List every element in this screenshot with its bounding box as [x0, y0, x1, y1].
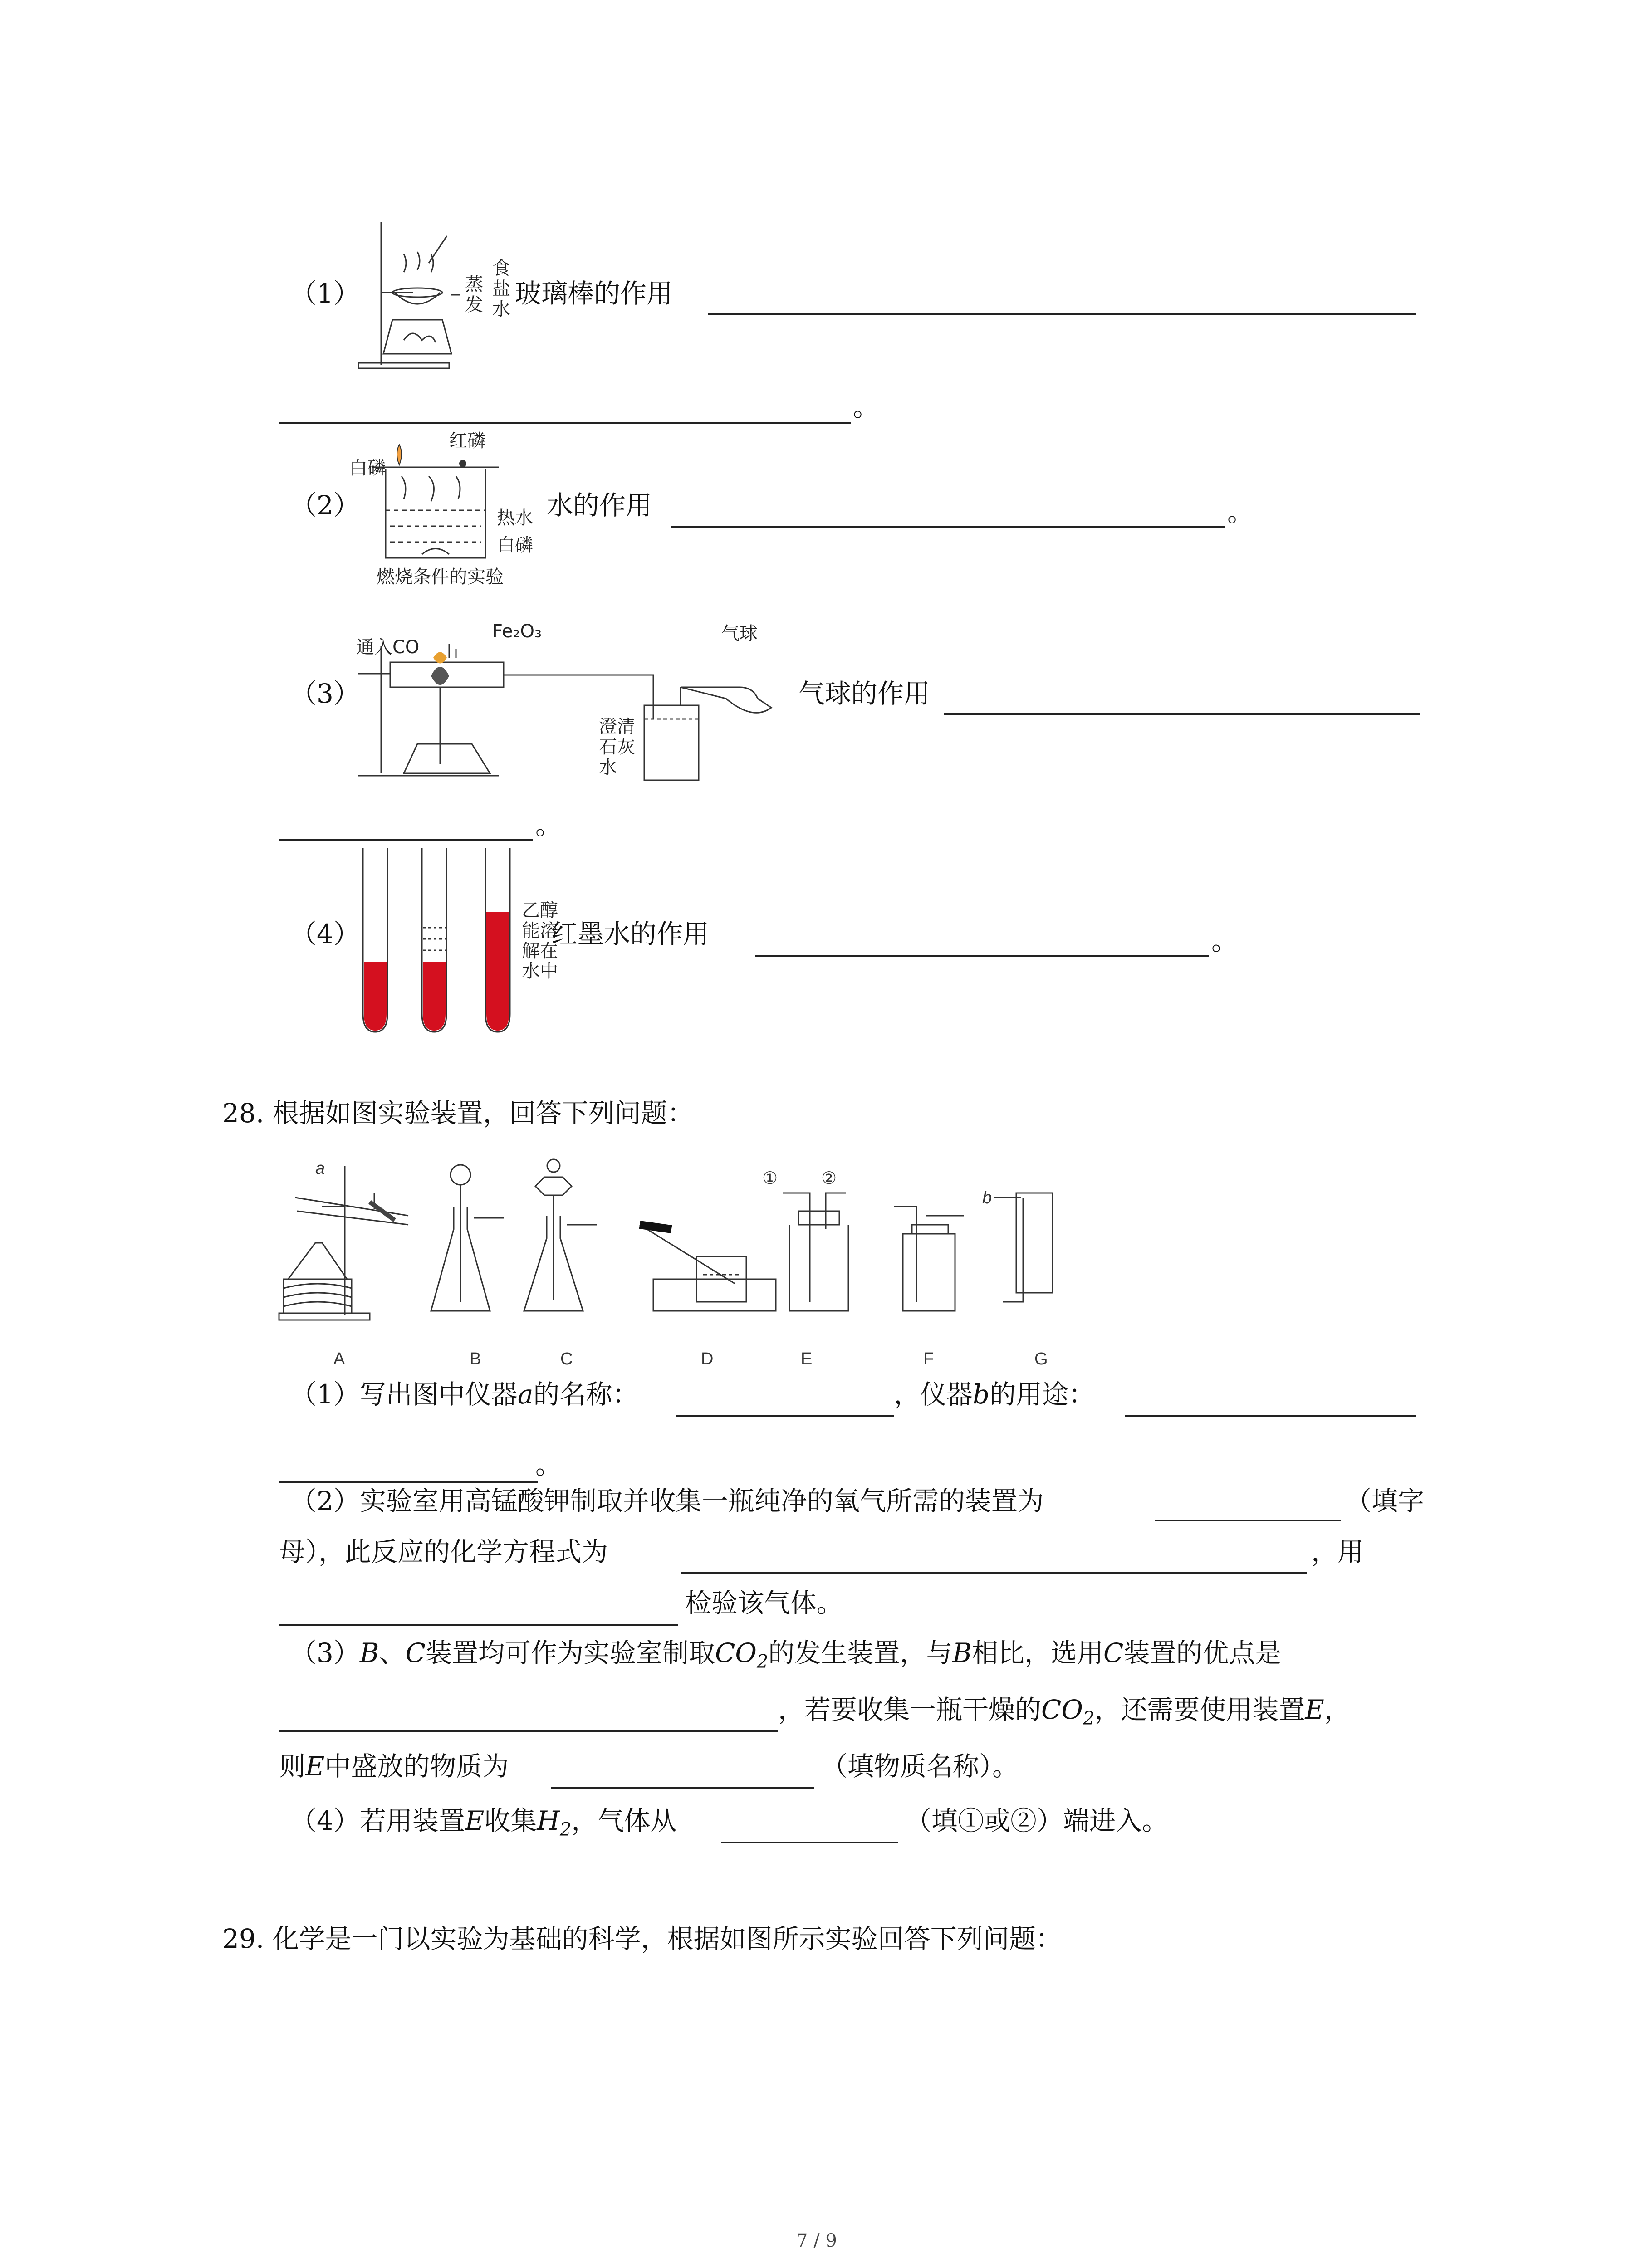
q28-s2-line3: 检验该气体。 — [685, 1588, 843, 1618]
q27-p2-end-mark: 。 — [1227, 497, 1254, 528]
q27-p2-question-text: 水的作用 — [547, 490, 652, 521]
q27-p1-end-mark: 。 — [853, 391, 880, 422]
label-ethanol-dissolves: 乙醇 能溶 解在 水中 — [522, 900, 558, 982]
q27-p3-number: （3） — [290, 678, 360, 709]
q28-s3-line2 — [778, 1696, 1351, 1728]
figure-letter-C: C — [560, 1349, 573, 1369]
q28-s3-line1 — [290, 1637, 1282, 1672]
q28-s3-text2: 的发生装置，与 — [768, 1637, 953, 1668]
q28-s3-num: （3） — [290, 1637, 360, 1668]
formula-h2: H — [537, 1805, 560, 1836]
evaporation-apparatus-figure — [349, 218, 463, 372]
q28-s1-pre: （1）写出图中仪器 — [290, 1379, 518, 1410]
q28-s1-mid2: ，仪器 — [894, 1379, 973, 1410]
q28-s2-line2-end: ，用 — [1311, 1536, 1364, 1567]
q28-s3-text6: ，还需要使用装置 — [1094, 1694, 1305, 1725]
q28-s2-line1-end: （填字 — [1345, 1486, 1425, 1516]
figure-letter-E: E — [801, 1349, 813, 1369]
q28-s3-text5: ，若要收集一瓶干燥的 — [778, 1694, 1042, 1725]
answer-line-q28-s3-a[interactable] — [279, 1730, 778, 1732]
figure-letter-D: D — [701, 1349, 714, 1369]
var-C: C — [405, 1637, 426, 1668]
q28-s4-mid: 收集 — [484, 1805, 537, 1836]
var-E-2: E — [305, 1751, 325, 1782]
figure-caption-combustion: 燃烧条件的实验 — [377, 567, 504, 587]
figure-letter-G: G — [1034, 1349, 1048, 1369]
formula-co2: CO — [715, 1637, 757, 1668]
q28-s1-post: 的用途： — [989, 1379, 1095, 1410]
q27-p4-end-mark: 。 — [1211, 925, 1238, 956]
q28-title: 28. 根据如图实验装置，回答下列问题： — [222, 1098, 694, 1129]
label-white-phosphorus-top: 白磷 — [349, 458, 386, 479]
q28-s4-mid2: ，气体从 — [571, 1805, 677, 1836]
apparatus-label-a: a — [315, 1159, 325, 1178]
q28-s2-line2: 母），此反应的化学方程式为 — [279, 1536, 608, 1567]
answer-line-q27-p1-a[interactable] — [708, 313, 1416, 315]
answer-line-q28-s4[interactable] — [721, 1842, 898, 1843]
page-number: 7 / 9 — [796, 2230, 837, 2251]
formula-co2-subscript: 2 — [756, 1651, 769, 1672]
port-label-2: ② — [821, 1169, 837, 1188]
label-co-inlet: 通入CO — [356, 637, 420, 658]
q27-p3-question-text: 气球的作用 — [798, 678, 931, 709]
answer-line-q28-s1-a[interactable] — [676, 1415, 894, 1417]
formula-co2-2: CO — [1041, 1694, 1083, 1725]
label-white-phosphorus-bottom: 白磷 — [497, 535, 533, 556]
formula-h2-subscript: 2 — [559, 1819, 572, 1840]
answer-line-q27-p3-a[interactable] — [944, 713, 1420, 715]
q28-s3-text8: 中盛放的物质为 — [324, 1751, 509, 1782]
q28-s4-post: （填①或②）端进入。 — [905, 1805, 1169, 1836]
q27-p2-number: （2） — [290, 490, 360, 521]
answer-line-q27-p1-b[interactable] — [279, 422, 851, 424]
label-balloon: 气球 — [721, 623, 758, 644]
q28-s1-end-mark: 。 — [535, 1449, 562, 1480]
answer-line-q28-s3-b[interactable] — [551, 1787, 814, 1789]
q28-s3-text4: 装置的优点是 — [1123, 1637, 1282, 1668]
q29-title: 29. 化学是一门以实验为基础的科学，根据如图所示实验回答下列问题： — [222, 1923, 1062, 1954]
var-b: b — [973, 1379, 990, 1410]
var-a: a — [517, 1379, 534, 1410]
label-hot-water: 热水 — [497, 508, 533, 528]
q28-s3-comma: ， — [1324, 1694, 1351, 1725]
var-E: E — [1305, 1694, 1324, 1725]
answer-line-q28-s2-c[interactable] — [279, 1624, 678, 1626]
var-B: B — [359, 1637, 379, 1668]
answer-line-q27-p3-b[interactable] — [279, 839, 533, 841]
answer-line-q28-s2-a[interactable] — [1155, 1520, 1341, 1521]
q28-s3-sep: 、 — [379, 1637, 406, 1668]
apparatus-label-b: b — [982, 1188, 992, 1207]
label-salt-water: 食 盐 水 — [492, 258, 510, 320]
var-B-2: B — [952, 1637, 972, 1668]
label-evaporate: 蒸 发 — [465, 274, 483, 315]
answer-line-q28-s2-b[interactable] — [681, 1572, 1307, 1574]
q28-s1-line — [290, 1381, 639, 1408]
q27-p3-end-mark: 。 — [535, 810, 562, 841]
var-E-3: E — [465, 1805, 485, 1836]
answer-line-q27-p4[interactable] — [755, 955, 1209, 957]
formula-co2-2-subscript: 2 — [1083, 1708, 1095, 1729]
q28-s3-text1: 装置均可作为实验室制取 — [425, 1637, 715, 1668]
q28-s1-mid: 的名称： — [533, 1379, 639, 1410]
q27-p1-question-text: 玻璃棒的作用 — [515, 278, 673, 309]
q27-p4-number: （4） — [290, 919, 360, 949]
q28-s3-line3-end: （填物质名称）。 — [821, 1751, 1019, 1782]
label-limewater: 澄清 石灰 水 — [599, 716, 635, 778]
co-reduction-apparatus-figure — [354, 608, 803, 798]
test-tubes-ink-figure — [354, 844, 522, 1039]
var-C-2: C — [1103, 1637, 1124, 1668]
q27-p4-question-text: 红墨水的作用 — [551, 919, 710, 949]
q28-s3-text7: 则 — [279, 1751, 306, 1782]
figure-letter-F: F — [923, 1349, 934, 1369]
q28-s4-pre: （4）若用装置 — [290, 1805, 465, 1836]
lab-apparatus-a-to-g-figure — [272, 1152, 1089, 1334]
q28-s2-line1: （2）实验室用高锰酸钾制取并收集一瓶纯净的氧气所需的装置为 — [290, 1486, 1044, 1516]
label-fe2o3: Fe₂O₃ — [492, 621, 542, 642]
label-red-phosphorus: 红磷 — [449, 430, 485, 451]
answer-line-q28-s1-b[interactable] — [1125, 1415, 1416, 1417]
figure-letter-B: B — [470, 1349, 481, 1369]
port-label-1: ① — [762, 1169, 778, 1188]
q27-p1-number: （1） — [290, 278, 360, 309]
q28-s1-line-b — [894, 1381, 1095, 1408]
q28-s4-line — [290, 1805, 677, 1840]
answer-line-q28-s1-c[interactable] — [279, 1481, 538, 1483]
answer-line-q27-p2[interactable] — [671, 526, 1225, 528]
q28-s3-line3 — [279, 1751, 509, 1782]
combustion-conditions-figure — [363, 435, 499, 562]
figure-letter-A: A — [333, 1349, 345, 1369]
q28-s3-text3: 相比，选用 — [971, 1637, 1103, 1668]
